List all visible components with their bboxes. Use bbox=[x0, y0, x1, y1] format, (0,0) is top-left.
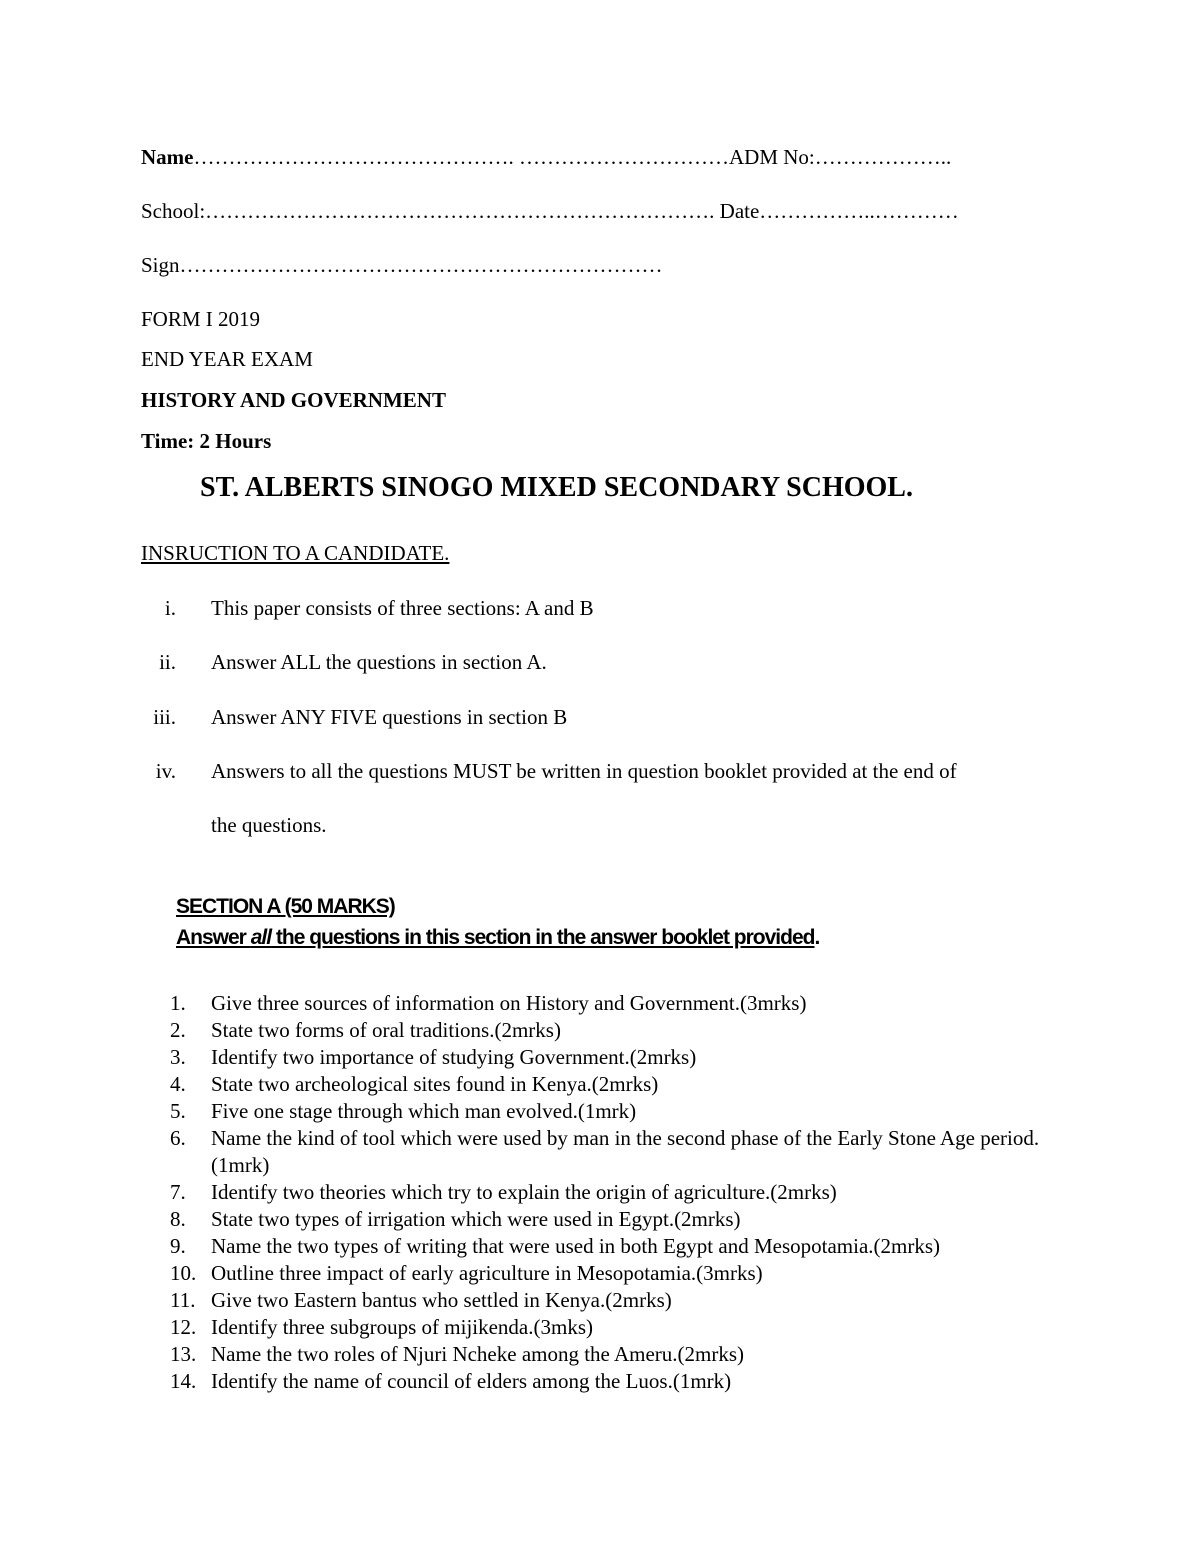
name-line bbox=[141, 145, 951, 170]
instruction-number: iii. bbox=[153, 705, 176, 729]
question-number: 12. bbox=[170, 1315, 197, 1339]
question-number: 3. bbox=[170, 1045, 186, 1069]
question-number: 6. bbox=[170, 1126, 186, 1150]
instructions-heading: INSRUCTION TO A CANDIDATE. bbox=[141, 541, 450, 565]
time-label: Time: 2 Hours bbox=[141, 429, 272, 453]
question-text: State two forms of oral traditions.(2mrks) bbox=[211, 1018, 561, 1042]
question-item bbox=[0, 1287, 1200, 1314]
question-number: 11. bbox=[170, 1288, 196, 1312]
question-item bbox=[0, 1368, 1200, 1395]
question-number: 13. bbox=[170, 1342, 197, 1366]
question-number: 5. bbox=[170, 1099, 186, 1123]
emphasis-all: all bbox=[250, 926, 272, 949]
question-item bbox=[0, 1071, 1200, 1098]
section-a-title: SECTION A (50 MARKS) bbox=[176, 895, 395, 918]
instruction-number: i. bbox=[164, 596, 176, 620]
sign-line: Sign…………………………………………………………… bbox=[141, 253, 663, 277]
instruction-text: Answers to all the questions MUST be written in question booklet provided at the end of bbox=[211, 759, 957, 783]
school-name-title: ST. ALBERTS SINOGO MIXED SECONDARY SCHOOL. bbox=[200, 472, 913, 503]
question-item bbox=[0, 990, 1200, 1017]
question-text: State two archeological sites found in Kenya.(2mrks) bbox=[211, 1072, 659, 1096]
question-number: 8. bbox=[170, 1207, 186, 1231]
question-text: State two types of irrigation which were used in Egypt.(2mrks) bbox=[211, 1207, 741, 1231]
question-number: 9. bbox=[170, 1234, 186, 1258]
instruction-number: ii. bbox=[159, 650, 176, 674]
question-text: Five one stage through which man evolved.(1mrk) bbox=[211, 1099, 637, 1123]
question-number: 4. bbox=[170, 1072, 186, 1096]
question-item bbox=[0, 1125, 1200, 1179]
question-number: 14. bbox=[170, 1369, 197, 1393]
question-text: Identify the name of council of elders among the Luos.(1mrk) bbox=[211, 1369, 732, 1393]
question-item bbox=[0, 1314, 1200, 1341]
question-number: 7. bbox=[170, 1180, 186, 1204]
question-text: Give two Eastern bantus who settled in Kenya.(2mrks) bbox=[211, 1288, 672, 1312]
question-list bbox=[0, 990, 1200, 1395]
question-text: Name the two roles of Njuri Ncheke among the Ameru.(2mrks) bbox=[211, 1342, 745, 1366]
instruction-text: Answer ALL the questions in section A. bbox=[211, 650, 547, 674]
question-text: Identify three subgroups of mijikenda.(3mks) bbox=[211, 1315, 593, 1339]
question-item bbox=[0, 1179, 1200, 1206]
instruction-number: iv. bbox=[155, 759, 176, 783]
question-number: 2. bbox=[170, 1018, 186, 1042]
question-text: Identify two theories which try to explain the origin of agriculture.(2mrks) bbox=[211, 1180, 837, 1204]
question-text: Name the kind of tool which were used by man in the second phase of the Early Stone Age period.(1mrk) bbox=[211, 1126, 1040, 1177]
question-text: Outline three impact of early agriculture in Mesopotamia.(3mrks) bbox=[211, 1261, 763, 1285]
question-text: Identify two importance of studying Government.(2mrks) bbox=[211, 1045, 697, 1069]
question-item bbox=[0, 1206, 1200, 1233]
question-item bbox=[0, 1341, 1200, 1368]
instruction-text: Answer ANY FIVE questions in section B bbox=[211, 705, 568, 729]
exam-label: END YEAR EXAM bbox=[141, 347, 313, 371]
question-number: 1. bbox=[170, 991, 186, 1015]
form-label: FORM I 2019 bbox=[141, 307, 261, 331]
subject-label: HISTORY AND GOVERNMENT bbox=[141, 388, 446, 412]
name-dots: ………………………………………. …………………………ADM No:……………….. bbox=[193, 145, 952, 169]
section-a-subtitle: Answer all the questions in this section in the answer booklet provided. bbox=[176, 926, 820, 949]
school-line: School:………………………………………………………………. Date……………..………… bbox=[141, 199, 959, 223]
question-item bbox=[0, 1098, 1200, 1125]
question-item bbox=[0, 1044, 1200, 1071]
question-text: Give three sources of information on History and Government.(3mrks) bbox=[211, 991, 807, 1015]
question-item bbox=[0, 1233, 1200, 1260]
question-item bbox=[0, 1017, 1200, 1044]
question-text: Name the two types of writing that were used in both Egypt and Mesopotamia.(2mrks) bbox=[211, 1234, 941, 1258]
question-number: 10. bbox=[170, 1261, 197, 1285]
question-item bbox=[0, 1260, 1200, 1287]
instruction-text: This paper consists of three sections: A and B bbox=[211, 596, 594, 620]
name-label: Name bbox=[141, 145, 194, 169]
